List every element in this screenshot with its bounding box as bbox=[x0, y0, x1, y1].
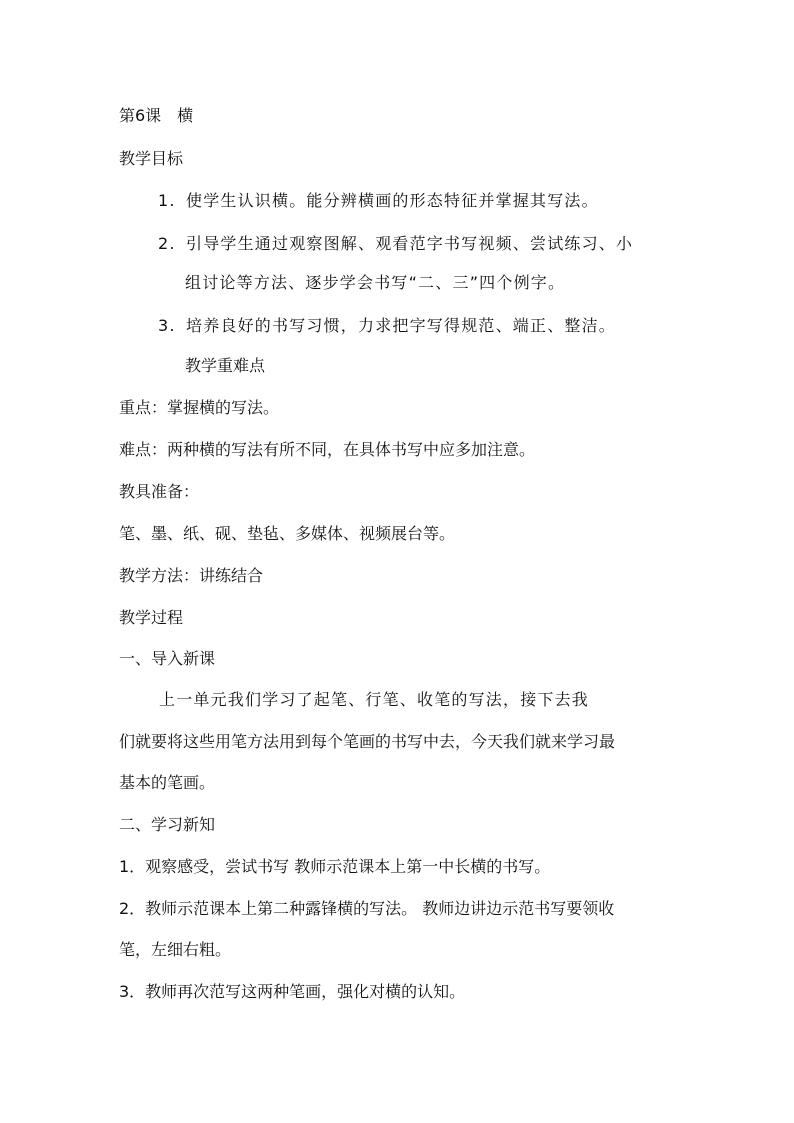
objective-item-1 bbox=[158, 191, 718, 211]
objective-text: 引导学生通过观察图解、观看范字书写视频、尝试练习、小 bbox=[186, 234, 634, 253]
objective-number: 1. bbox=[158, 191, 176, 210]
process-heading: 教学过程 bbox=[119, 608, 184, 627]
objective-text: 使学生认识横。能分辨横画的形态特征并掌握其写法。 bbox=[186, 191, 599, 210]
paragraph-line: 上一单元我们学习了起笔、行笔、收笔的写法，接下去我 bbox=[159, 690, 590, 709]
objective-number: 2. bbox=[158, 234, 176, 253]
tools-list: 笔、墨、纸、砚、垫毡、多媒体、视频展台等。 bbox=[119, 524, 456, 543]
paragraph-line: 们就要将这些用笔方法用到每个笔画的书写中去，今天我们就来学习最 bbox=[119, 732, 616, 751]
objectives-heading: 教学目标 bbox=[119, 149, 184, 168]
objective-item-2-continuation: 组讨论等方法、逐步学会书写“二、三”四个例字。 bbox=[185, 273, 566, 292]
paragraph-line: 基本的笔画。 bbox=[119, 773, 216, 792]
step-item-continuation: 笔，左细右粗。 bbox=[119, 940, 232, 959]
teaching-method: 教学方法：讲练结合 bbox=[119, 566, 264, 585]
objective-text: 培养良好的书写习惯，力求把字写得规范、端正、整洁。 bbox=[186, 316, 617, 335]
objective-item-2 bbox=[158, 234, 718, 254]
tools-heading: 教具准备： bbox=[119, 482, 200, 501]
objective-item-3 bbox=[158, 316, 718, 336]
step-item: 3．教师再次范写这两种笔画，强化对横的认知。 bbox=[119, 982, 466, 1001]
difficult-point: 难点：两种横的写法有所不同，在具体书写中应多加注意。 bbox=[119, 440, 536, 459]
lesson-title: 第6课 横 bbox=[119, 106, 194, 125]
key-point: 重点：掌握横的写法。 bbox=[119, 398, 280, 417]
step-item: 2．教师示范课本上第二种露锋横的写法。 教师边讲边示范书写要领收 bbox=[119, 899, 615, 918]
objective-number: 3. bbox=[158, 316, 176, 335]
section2-heading: 二、学习新知 bbox=[119, 815, 216, 834]
difficulty-heading: 教学重难点 bbox=[185, 356, 266, 375]
step-item: 1．观察感受，尝试书写 教师示范课本上第一中长横的书写。 bbox=[119, 857, 551, 876]
section1-heading: 一、导入新课 bbox=[119, 649, 216, 668]
